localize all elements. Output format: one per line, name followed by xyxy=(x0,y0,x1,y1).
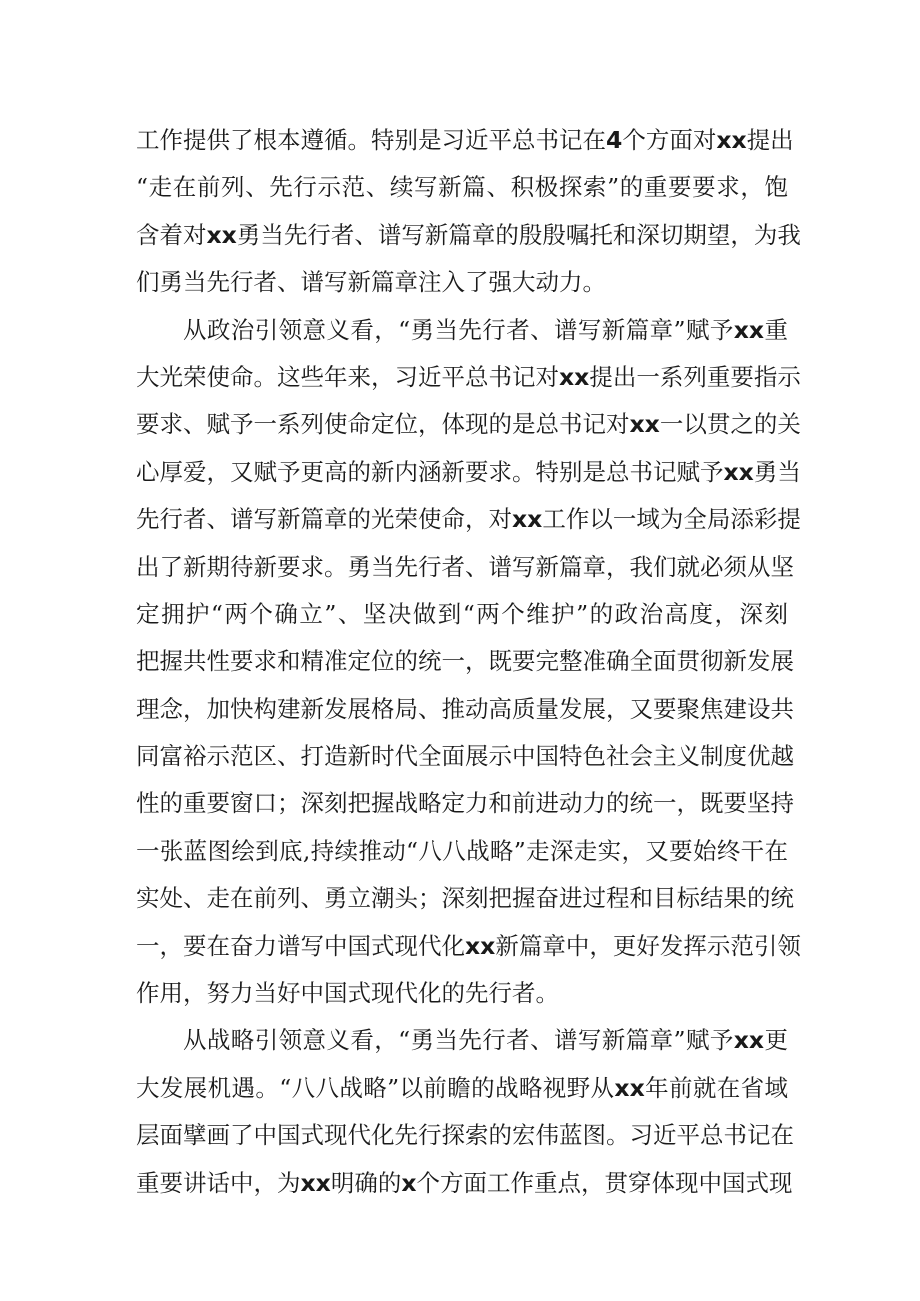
paragraph-line: 同富裕示范区、打造新时代全面展示中国特色社会主义制度优越 xyxy=(136,742,794,771)
paragraph-line: 层面擘画了中国式现代化先行探索的宏伟蓝图。习近平总书记在 xyxy=(136,1121,794,1150)
paragraph-line: 理念，加快构建新发展格局、推动高质量发展，又要聚焦建设共 xyxy=(136,694,794,723)
paragraph-p3 xyxy=(136,1017,794,1207)
paragraph-line: 从战略引领意义看，“勇当先行者、谱写新篇章”赋予xx更 xyxy=(183,1026,788,1055)
paragraph-line: 从政治引领意义看，“勇当先行者、谱写新篇章”赋予xx重 xyxy=(183,315,788,344)
paragraph-line: 作用，努力当好中国式现代化的先行者。 xyxy=(136,979,559,1008)
paragraph-line: 大发展机遇。“八八战略”以前瞻的战略视野从xx年前就在省域 xyxy=(136,1073,789,1102)
document-body xyxy=(136,117,801,1207)
paragraph-line: 一张蓝图绘到底,持续推动“八八战略”走深走实，又要始终干在 xyxy=(136,836,788,865)
paragraph-line: 们勇当先行者、谱写新篇章注入了强大动力。 xyxy=(136,268,606,297)
paragraph-line: 实处、走在前列、勇立潮头；深刻把握奋进过程和目标结果的统 xyxy=(136,884,794,913)
paragraph-line: 心厚爱，又赋予更高的新内涵新要求。特别是总书记赋予xx勇当 xyxy=(136,457,801,486)
paragraph-line: 性的重要窗口；深刻把握战略定力和前进动力的统一，既要坚持 xyxy=(136,789,794,818)
paragraph-line: 先行者、谱写新篇章的光荣使命，对xx工作以一域为全局添彩提 xyxy=(136,505,801,534)
paragraph-line: 工作提供了根本遵循。特别是习近平总书记在4个方面对xx提出 xyxy=(136,126,794,154)
paragraph-p1 xyxy=(136,117,801,307)
paragraph-line: 把握共性要求和精准定位的统一，既要完整准确全面贯彻新发展 xyxy=(136,647,794,676)
paragraph-p2 xyxy=(136,307,801,1018)
paragraph-line: 要求、赋予一系列使命定位，体现的是总书记对xx一以贯之的关 xyxy=(136,410,801,439)
paragraph-line: “走在前列、先行示范、续写新篇、积极探索”的重要要求，饱 xyxy=(136,173,788,202)
paragraph-line: 含着对xx勇当先行者、谱写新篇章的殷殷嘱托和深切期望，为我 xyxy=(136,220,801,249)
paragraph-line: 重要讲话中，为xx明确的x个方面工作重点，贯穿体现中国式现 xyxy=(136,1168,793,1197)
paragraph-line: 一，要在奋力谱写中国式现代化xx新篇章中，更好发挥示范引领 xyxy=(136,931,801,960)
paragraph-line: 大光荣使命。这些年来，习近平总书记对xx提出一系列重要指示 xyxy=(136,362,801,391)
paragraph-line: 出了新期待新要求。勇当先行者、谱写新篇章，我们就必须从坚 xyxy=(136,552,794,581)
paragraph-line: 定拥护“两个确立”、坚决做到“两个维护”的政治高度，深刻 xyxy=(136,599,788,628)
